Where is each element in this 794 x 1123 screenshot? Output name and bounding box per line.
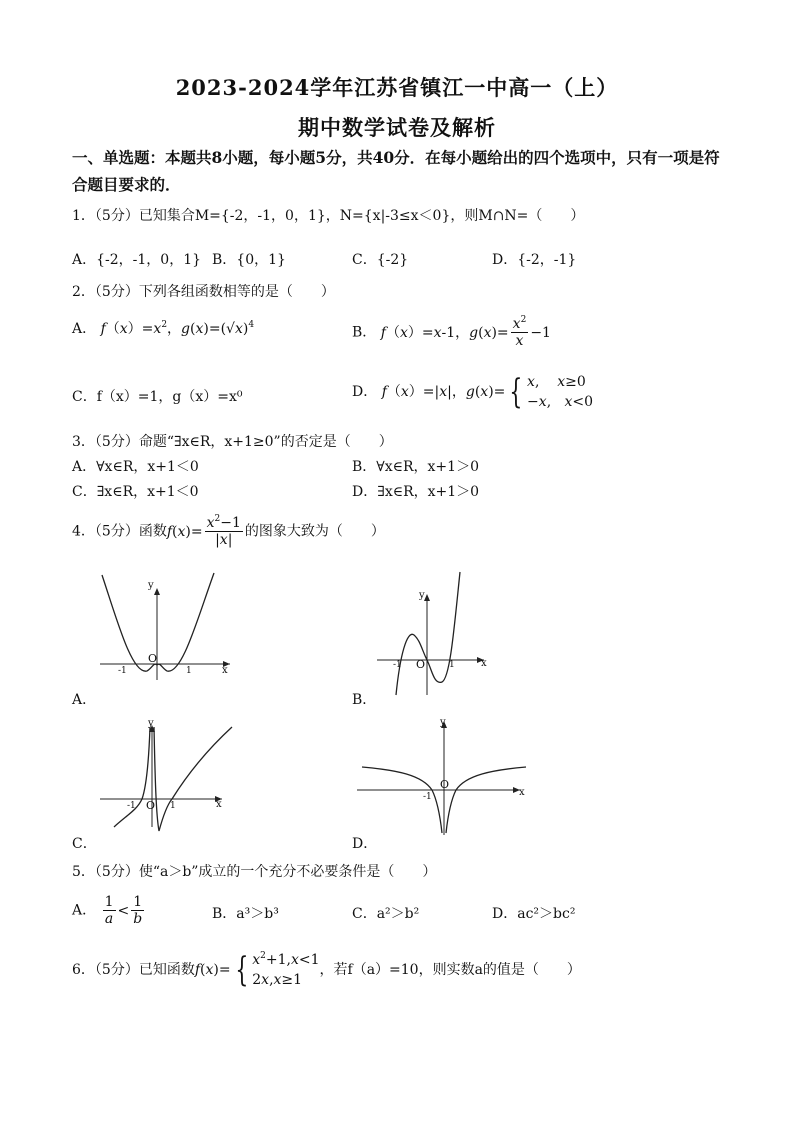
graph-c-origin-label: O — [146, 799, 156, 812]
q3-option-b: B．∀x∈R，x+1＞0 — [352, 459, 479, 475]
graph-a-one-label: 1 — [186, 666, 192, 676]
graph-b-origin-label: O — [416, 658, 426, 671]
q1-option-a: A．{-2，-1，0，1} — [72, 252, 202, 268]
q6-stem — [72, 950, 581, 990]
q6-stem-suffix: ，若f（a）=10，则实数a的值是（ ） — [319, 962, 581, 978]
q3-option-c: C．∃x∈R，x+1＜0 — [72, 484, 199, 500]
q2-option-b-formula: f（x）=x-1，g(x)= $\frac{x^2}{x}$ −1 — [380, 315, 551, 349]
q5-option-a — [72, 894, 146, 927]
graph-a-origin-label: O — [148, 652, 158, 665]
q5-option-d: D．ac²＞bc² — [492, 906, 576, 922]
q1-option-d: D．{-2，-1} — [492, 252, 577, 268]
q6-stem-prefix: 6．（5分）已知函数 — [72, 962, 195, 978]
graph-b-x-label: x — [481, 658, 487, 669]
q5-stem: 5．（5分）使“a＞b”成立的一个充分不必要条件是（ ） — [72, 864, 437, 880]
q2-option-d-formula: f（x）=|x|，g(x)= { x, x≥0 −x, x<0 — [381, 372, 594, 412]
graph-a-x-label: x — [222, 665, 228, 676]
q4-function-formula: f(x)= $\frac{x^2-1}{|x|}$ — [166, 514, 241, 548]
q4-stem-prefix: 4．（5分）函数 — [72, 523, 167, 540]
q4-option-d: D． — [352, 836, 378, 852]
graph-b-y-label: y — [419, 590, 425, 601]
q2-option-b-label: B． — [352, 324, 377, 341]
q2-option-a-label: A． — [72, 321, 97, 337]
q4-stem-suffix: 的图象大致为（ ） — [244, 523, 385, 540]
q2-option-d — [352, 372, 593, 412]
q2-option-a — [72, 318, 254, 338]
graph-c — [92, 715, 237, 835]
graph-a — [92, 570, 242, 685]
graph-b-neg1-label: -1 — [393, 660, 402, 670]
graph-a-y-label: y — [148, 580, 154, 591]
q2-option-c: C．f（x）=1，g（x）=x⁰ — [72, 389, 243, 405]
q5-option-b: B．a³＞b³ — [212, 906, 279, 922]
section-heading: 一、单选题：本题共8小题，每小题5分，共40分．在每小题给出的四个选项中，只有一项是符合题目要求的． — [72, 148, 720, 194]
q3-option-d: D．∃x∈R，x+1＞0 — [352, 484, 480, 500]
q2-option-b — [352, 316, 551, 349]
q2-stem: 2．（5分）下列各组函数相等的是（ ） — [72, 284, 335, 300]
q5-option-a-formula: $\frac{1}{a}$ < $\frac{1}{b}$ — [104, 894, 143, 927]
q2-option-d-label: D． — [352, 384, 378, 400]
q4-option-b: B． — [352, 692, 377, 708]
graph-a-neg1-label: -1 — [118, 666, 127, 676]
graph-d-x-label: x — [519, 787, 525, 798]
graph-c-x-label: x — [216, 799, 222, 810]
graph-d-y-label: y — [440, 717, 446, 728]
q4-stem — [72, 515, 385, 548]
q1-stem: 1．（5分）已知集合M={-2，-1，0，1}，N={x|-3≤x＜0}，则M∩N=（ ） — [72, 208, 585, 224]
graph-b-one-label: 1 — [449, 660, 455, 670]
q1-option-b: B．{0，1} — [212, 252, 286, 268]
graph-c-neg1-label: -1 — [127, 801, 136, 811]
graph-b — [372, 570, 492, 700]
q3-option-a: A．∀x∈R，x+1＜0 — [72, 459, 199, 475]
q5-option-c: C．a²＞b² — [352, 906, 420, 922]
graph-d-origin-label: O — [440, 778, 450, 791]
q6-function-formula: f(x)= { $x^2+1,x<1$ 2x,x≥1 — [194, 950, 320, 990]
q1-option-c: C．{-2} — [352, 252, 409, 268]
page-title: 2023-2024学年江苏省镇江一中高一（上） — [175, 75, 619, 100]
graph-c-y-label: y — [148, 718, 154, 729]
q2-option-a-formula: $f(x)=x^2$，$g(x)=(√x)^4$ — [100, 320, 255, 337]
q4-option-a: A． — [72, 692, 97, 708]
q4-option-c: C． — [72, 836, 97, 852]
graph-d-neg1-label: -1 — [423, 792, 432, 802]
page-subtitle: 期中数学试卷及解析 — [298, 115, 496, 140]
q3-stem: 3．（5分）命题“∃x∈R，x+1≥0”的否定是（ ） — [72, 434, 393, 450]
q5-option-a-label: A． — [72, 902, 97, 919]
graph-c-one-label: 1 — [170, 801, 176, 811]
